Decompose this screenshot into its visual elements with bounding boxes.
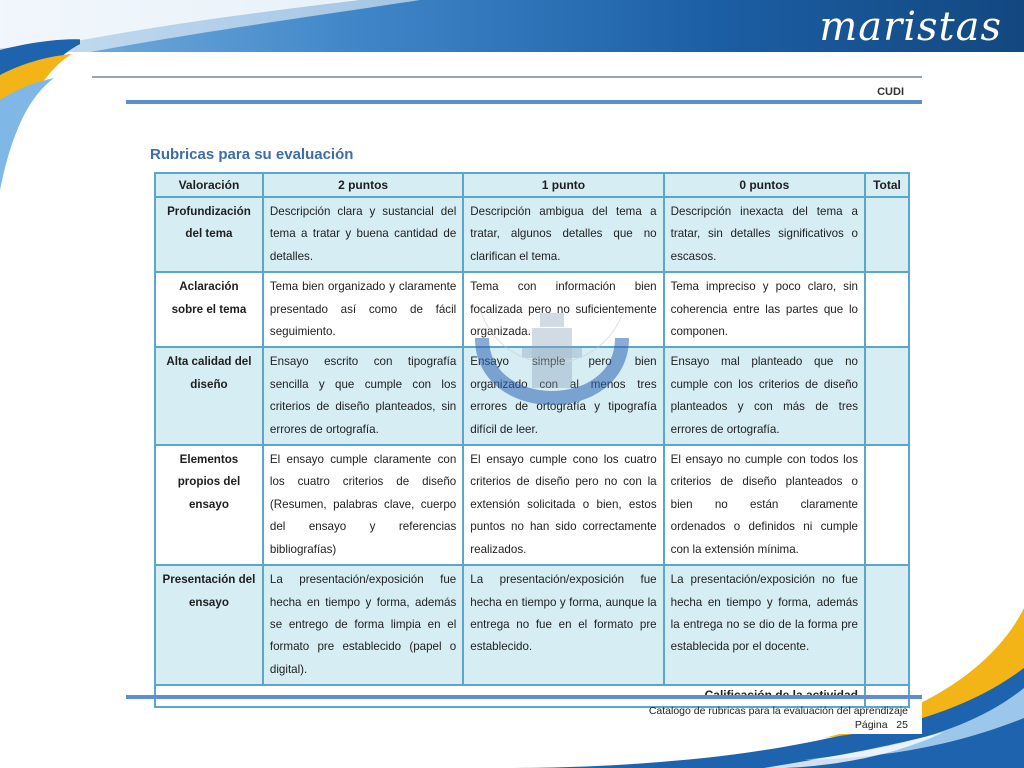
- footer-rule: [126, 695, 922, 699]
- maristas-logo: maristas: [819, 4, 1002, 50]
- header-code: CUDI: [877, 86, 904, 98]
- footer-catalog-line: Catalogo de rubricas para la evaluación del aprendizaje: [648, 705, 908, 717]
- document-page: [92, 76, 922, 734]
- table-row: [155, 197, 909, 272]
- header-total: Total: [865, 173, 909, 197]
- header-1-punto: 1 punto: [463, 173, 663, 197]
- left-swoosh-graphic: [0, 30, 80, 210]
- criterion-cell: Alta calidad del diseño: [155, 347, 263, 445]
- score-0-cell: La presentación/exposición no fue hecha en tiempo y forma, además la entrega no se dio de la forma pre establecida por el docente.: [664, 565, 865, 685]
- total-cell: [865, 272, 909, 347]
- score-0-cell: Tema impreciso y poco claro, sin coherencia entre las partes que lo componen.: [664, 272, 865, 347]
- table-row: [155, 565, 909, 685]
- score-2-cell: Ensayo escrito con tipografía sencilla y que cumple con los criterios de diseño planteados, sin errores de ortografía.: [263, 347, 463, 445]
- criterion-cell: Profundización del tema: [155, 197, 263, 272]
- score-0-cell: El ensayo no cumple con todos los criterios de diseño planteados o bien no están claramente ordenados o definidos ni cumple con la extensión mínima.: [664, 445, 865, 565]
- table-row: [155, 347, 909, 445]
- total-cell: [865, 445, 909, 565]
- score-0-cell: Ensayo mal planteado que no cumple con los criterios de diseño planteados y con más de tres errores de ortografía.: [664, 347, 865, 445]
- score-2-cell: La presentación/exposición fue hecha en tiempo y forma, además se entrego de forma limpia en el formato pre establecido (papel o digital).: [263, 565, 463, 685]
- header-row: [155, 173, 909, 197]
- score-1-cell: Tema con información bien focalizada pero no suficientemente organizada.: [463, 272, 663, 347]
- footer-page-number: Página 25: [854, 719, 908, 731]
- header-valoracion: Valoración: [155, 173, 263, 197]
- score-1-cell: Descripción ambigua del tema a tratar, algunos detalles que no clarifican el tema.: [463, 197, 663, 272]
- score-2-cell: Tema bien organizado y claramente presentado así como de fácil seguimiento.: [263, 272, 463, 347]
- header-rule-grey: [92, 76, 922, 78]
- table-row: [155, 445, 909, 565]
- score-1-cell: La presentación/exposición fue hecha en tiempo y forma, aunque la entrega no fue en el formato pre establecido.: [463, 565, 663, 685]
- criterion-cell: Aclaración sobre el tema: [155, 272, 263, 347]
- total-cell: [865, 565, 909, 685]
- table-row: [155, 272, 909, 347]
- total-cell: [865, 347, 909, 445]
- header-2-puntos: 2 puntos: [263, 173, 463, 197]
- score-1-cell: El ensayo cumple cono los cuatro criterios de diseño pero no con la extensión solicitada o bien, estos puntos no han sido correctamente realizados.: [463, 445, 663, 565]
- header-0-puntos: 0 puntos: [664, 173, 865, 197]
- rubric-table: [154, 172, 910, 708]
- header-rule-blue: [126, 100, 922, 104]
- score-1-cell: Ensayo simple pero bien organizado con al menos tres errores de ortografía y tipografía difícil de leer.: [463, 347, 663, 445]
- score-2-cell: Descripción clara y sustancial del tema a tratar y buena cantidad de detalles.: [263, 197, 463, 272]
- score-0-cell: Descripción inexacta del tema a tratar, sin detalles significativos o escasos.: [664, 197, 865, 272]
- document-title: Rubricas para su evaluación: [150, 146, 354, 163]
- score-2-cell: El ensayo cumple claramente con los cuatro criterios de diseño (Resumen, palabras clave, cuerpo del ensayo y referencias bibliografías): [263, 445, 463, 565]
- criterion-cell: Presentación del ensayo: [155, 565, 263, 685]
- criterion-cell: Elementos propios del ensayo: [155, 445, 263, 565]
- total-cell: [865, 197, 909, 272]
